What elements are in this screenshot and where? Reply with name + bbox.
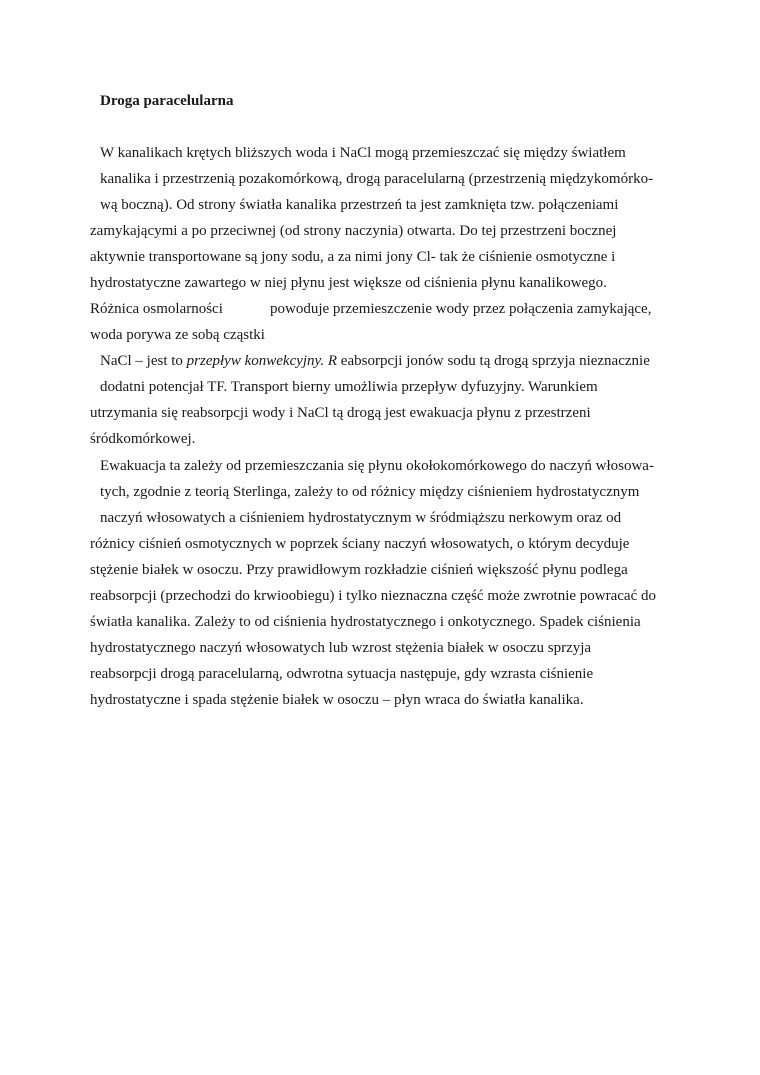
text-line: W kanalikach krętych bliższych woda i NaCl mogą przemieszczać się między światłem xyxy=(100,145,626,161)
text-line: śródkomórkowej. xyxy=(90,431,196,447)
text-line: woda porywa ze sobą cząstki xyxy=(90,327,265,343)
text-line xyxy=(100,351,650,371)
text-line: reabsorpcji (przechodzi do krwioobiegu) i tylko nieznaczna część może zwrotnie powracać do xyxy=(90,588,656,604)
text-line: aktywnie transportowane są jony sodu, a za nimi jony Cl- tak że ciśnienie osmotyczne i xyxy=(90,249,616,265)
heading: Droga paracelularna xyxy=(100,93,234,109)
text-line: światła kanalika. Zależy to od ciśnienia hydrostatycznego i onkotycznego. Spadek ciśnienia xyxy=(90,614,641,630)
text-line: naczyń włosowatych a ciśnieniem hydrostatycznym w śródmiąższu nerkowym oraz od xyxy=(100,510,622,526)
text-line: utrzymania się reabsorpcji wody i NaCl tą drogą jest ewakuacja płynu z przestrzeni xyxy=(90,405,591,421)
text-segment: eabsorpcji jonów sodu tą drogą sprzyja nieznacznie xyxy=(337,353,650,369)
text-line: tych, zgodnie z teorią Sterlinga, zależy to od różnicy między ciśnieniem hydrostatycznym xyxy=(100,484,640,500)
text-line: kanalika i przestrzenią pozakomórkową, drogą paracelularną (przestrzenią międzykomórko- xyxy=(100,171,654,187)
text-line: Ewakuacja ta zależy od przemieszczania się płynu okołokomórkowego do naczyń włosowa- xyxy=(100,458,654,474)
text-line: powoduje przemieszczenie wody przez połączenia zamykające, xyxy=(270,301,652,317)
text-line: różnicy ciśnień osmotycznych w poprzek ściany naczyń włosowatych, o którym decyduje xyxy=(90,536,630,552)
text-line: wą boczną). Od strony światła kanalika przestrzeń ta jest zamknięta tzw. połączeniami xyxy=(100,197,619,213)
text-line: hydrostatycznego naczyń włosowatych lub wzrost stężenia białek w osoczu sprzyja xyxy=(90,640,592,656)
text-segment: NaCl – jest to xyxy=(100,353,187,369)
text-line: Różnica osmolarności xyxy=(90,301,223,317)
text-line: hydrostatyczne i spada stężenie białek w osoczu – płyn wraca do światła kanalika. xyxy=(90,692,584,708)
text-line: hydrostatyczne zawartego w niej płynu jest większe od ciśnienia płynu kanalikowego. xyxy=(90,275,607,291)
text-line: reabsorpcji drogą paracelularną, odwrotna sytuacja następuje, gdy wzrasta ciśnienie xyxy=(90,666,594,682)
text-line: zamykającymi a po przeciwnej (od strony naczynia) otwarta. Do tej przestrzeni bocznej xyxy=(90,223,617,239)
text-line: dodatni potencjał TF. Transport bierny umożliwia przepływ dyfuzyjny. Warunkiem xyxy=(100,379,598,395)
emphasis-text: przepływ konwekcyjny. R xyxy=(186,353,338,369)
text-line: stężenie białek w osoczu. Przy prawidłowym rozkładzie ciśnień większość płynu podlega xyxy=(90,562,628,578)
